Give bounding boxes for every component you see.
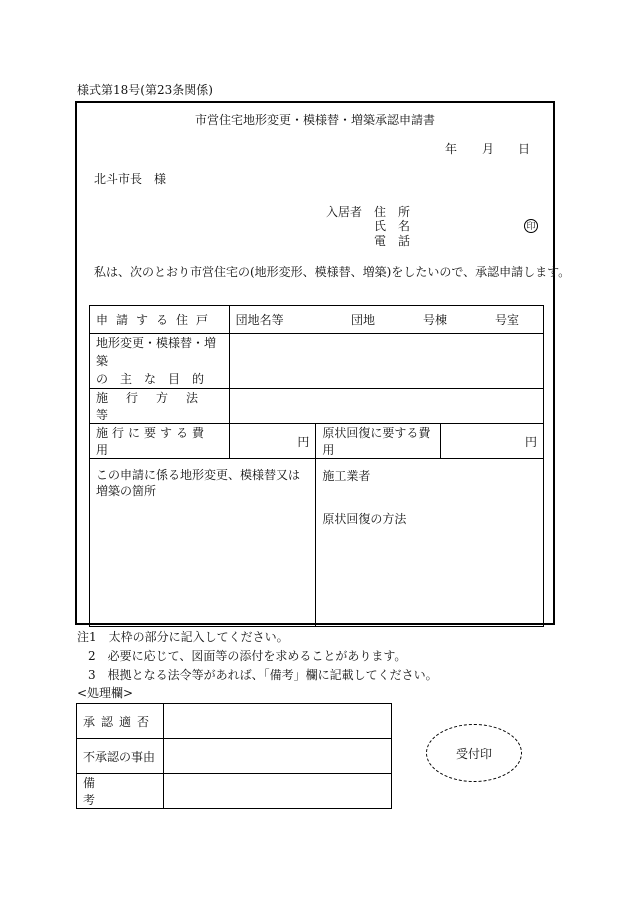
table-row bbox=[90, 334, 544, 389]
goushitsu-label: 号室 bbox=[494, 313, 519, 327]
applicant-address-label: 住 所 bbox=[374, 205, 411, 219]
danchi-name-label: 団地名等 bbox=[235, 313, 284, 327]
restore-cost-yen-label: 円 bbox=[524, 434, 537, 449]
table-row bbox=[77, 774, 392, 809]
purpose-input-cell[interactable] bbox=[229, 334, 543, 389]
application-table bbox=[89, 305, 544, 627]
danchi-label: 団地 bbox=[350, 313, 375, 327]
method-label-cell bbox=[90, 389, 230, 424]
cost-yen-label: 円 bbox=[297, 434, 310, 449]
reason-input-cell[interactable] bbox=[163, 739, 391, 774]
applicant-label: 入居者 bbox=[326, 205, 363, 219]
cost-input-cell[interactable] bbox=[229, 424, 316, 459]
approval-input-cell[interactable] bbox=[163, 704, 391, 739]
restore-cost-label: 原状回復に要する費用 bbox=[322, 426, 431, 457]
note-3: 3 根拠となる法令等があれば、「備考」欄に記載してください。 bbox=[88, 668, 438, 682]
contractor-label: 施工業者 bbox=[322, 469, 371, 483]
location-cell[interactable] bbox=[90, 459, 316, 627]
date-month: 月 bbox=[482, 142, 495, 156]
applicant-name-label: 氏 名 bbox=[374, 219, 411, 233]
restore-cost-label-cell bbox=[316, 424, 441, 459]
note-1: 注1 太枠の部分に記入してください。 bbox=[77, 630, 289, 644]
note-2: 2 必要に応じて、図面等の添付を求めることがあります。 bbox=[88, 649, 407, 663]
cost-label: 施行に要する費用 bbox=[96, 426, 209, 457]
approval-label: 承認適否 bbox=[83, 714, 156, 729]
table-row bbox=[90, 424, 544, 459]
applicant-phone-label: 電 話 bbox=[374, 234, 411, 248]
date-day: 日 bbox=[518, 142, 531, 156]
processing-table bbox=[76, 703, 392, 809]
unit-label: 申請する住戸 bbox=[96, 313, 217, 327]
location-label: この申請に係る地形変更、模様替又は増築の箇所 bbox=[96, 468, 301, 498]
purpose-label-line1: 地形変更・模様替・増築 bbox=[96, 336, 217, 368]
table-row bbox=[90, 389, 544, 424]
method-label: 施行方法等 bbox=[96, 391, 217, 422]
reception-stamp-area bbox=[426, 724, 522, 782]
date-year: 年 bbox=[445, 142, 458, 156]
application-statement: 私は、次のとおり市営住宅の(地形変形、模様替、増築)をしたいので、承認申請します。 bbox=[94, 265, 571, 279]
contractor-cell[interactable] bbox=[316, 459, 544, 627]
unit-input-cell[interactable] bbox=[229, 306, 543, 334]
table-row bbox=[90, 459, 544, 627]
addressee: 北斗市長 様 bbox=[94, 172, 167, 186]
document-title: 市営住宅地形変更・模様替・増築承認申請書 bbox=[194, 113, 435, 127]
table-row bbox=[90, 306, 544, 334]
restore-cost-input-cell[interactable] bbox=[441, 424, 544, 459]
remarks-label: 備考 bbox=[83, 776, 140, 807]
cost-label-cell bbox=[90, 424, 230, 459]
table-row bbox=[77, 704, 392, 739]
method-input-cell[interactable] bbox=[229, 389, 543, 424]
table-row bbox=[77, 739, 392, 774]
purpose-label-line2: の主な目的 bbox=[96, 372, 217, 386]
seal-mark-icon: 印 bbox=[524, 219, 538, 233]
reception-stamp-label: 受付印 bbox=[455, 746, 492, 761]
purpose-label-cell bbox=[90, 334, 230, 389]
unit-label-cell bbox=[90, 306, 230, 334]
restore-method-label: 原状回復の方法 bbox=[322, 512, 407, 526]
processing-header: <処理欄> bbox=[77, 686, 134, 700]
approval-label-cell bbox=[77, 704, 164, 739]
reason-label: 不承認の事由 bbox=[83, 749, 156, 764]
reason-label-cell bbox=[77, 739, 164, 774]
remarks-input-cell[interactable] bbox=[163, 774, 391, 809]
gouto-label: 号棟 bbox=[422, 313, 447, 327]
form-number-label: 様式第18号(第23条関係) bbox=[77, 83, 213, 97]
remarks-label-cell bbox=[77, 774, 164, 809]
